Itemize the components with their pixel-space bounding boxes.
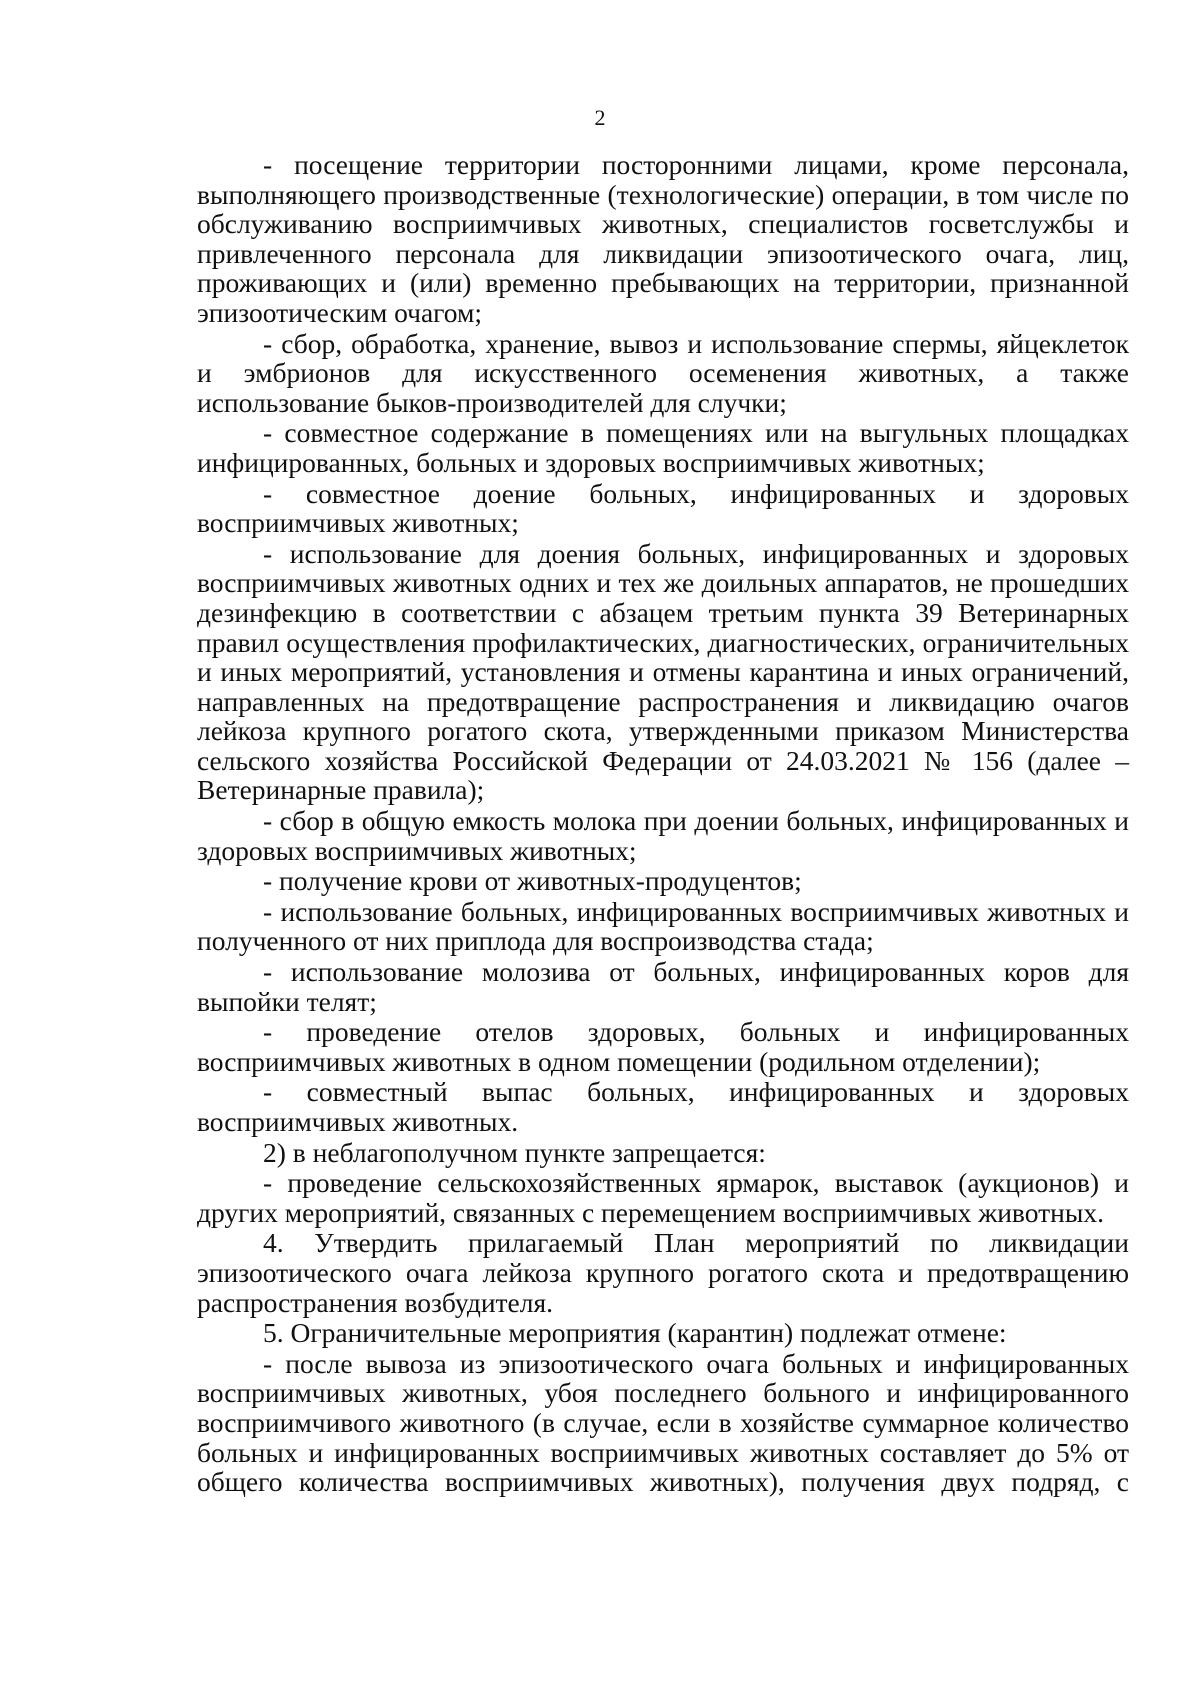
paragraph-milking-equipment-ban: - использование для доения больных, инфицированных и здоровых восприимчивых животных одних и тех же доильных аппаратов, не прошедших дезинфекцию в соответствии с абзацем третьим пункта 39 Ветеринарных правил осуществления профилактических, диагностических, ограничительных и иных мероприятий, установления и отмены карантина и иных ограничений, направленных на предотвращение распространения и ликвидацию очагов лейкоза крупного рогатого скота, утвержденными приказом Министерства сельского хозяйства Российской Федерации от 24.03.2021 № 156 (далее – Ветеринарные правила);	[197, 537, 1129, 806]
paragraph-joint-housing-ban: - совместное содержание в помещениях или на выгульных площадках инфицированных, больных и здоровых восприимчивых животных;	[197, 417, 1129, 478]
page-number: 2	[594, 105, 606, 130]
paragraph-quarantine-cancellation-conditions: - после вывоза из эпизоотического очага больных и инфицированных восприимчивых животных, убоя последнего больного и инфицированного восприимчивого животного (в случае, если в хозяйстве суммарное количество больных и инфицированных восприимчивых животных составляет до 5% от общего количества восприимчивых животных), получения двух подряд, с	[197, 1347, 1129, 1498]
paragraph-unfavorable-point-heading: 2) в неблагополучном пункте запрещается:	[263, 1136, 766, 1168]
document-body	[197, 150, 1129, 1498]
paragraph-visitors-ban: - посещение территории посторонними лицами, кроме персонала, выполняющего производственные (технологические) операции, в том числе по обслуживанию восприимчивых животных, специалистов госветслужбы и привлеченного персонала для ликвидации эпизоотического очага, лиц, проживающих и (или) временно пребывающих на территории, признанной эпизоотическим очагом;	[197, 149, 1129, 328]
paragraph-blood-collection-ban: - получение крови от животных-продуцентов;	[263, 865, 802, 897]
paragraph-approve-plan: 4. Утвердить прилагаемый План мероприятий по ликвидации эпизоотического очага лейкоза крупного рогатого скота и предотвращению распространения возбудителя.	[197, 1227, 1129, 1318]
paragraph-joint-milking-ban: - совместное доение больных, инфицированных и здоровых восприимчивых животных;	[197, 477, 1129, 539]
paragraph-colostrum-ban: - использование молозива от больных, инфицированных коров для выпойки телят;	[197, 956, 1129, 1017]
paragraph-milk-collection-ban: - сбор в общую емкость молока при доении больных, инфицированных и здоровых восприимчивых животных;	[197, 805, 1129, 866]
paragraph-calving-ban: - проведение отелов здоровых, больных и инфицированных восприимчивых животных в одном помещении (родильном отделении);	[197, 1016, 1129, 1077]
paragraph-quarantine-cancellation-heading: 5. Ограничительные мероприятия (карантин) подлежат отмене:	[263, 1317, 1007, 1349]
paragraph-joint-grazing-ban: - совместный выпас больных, инфицированных и здоровых восприимчивых животных.	[197, 1076, 1129, 1137]
paragraph-semen-collection-ban: - сбор, обработка, хранение, вывоз и использование спермы, яйцеклеток и эмбрионов для искусственного осеменения животных, а также использование быков-производителей для случки;	[197, 327, 1129, 418]
paragraph-fairs-ban: - проведение сельскохозяйственных ярмарок, выставок (аукционов) и других мероприятий, связанных с перемещением восприимчивых животных.	[197, 1167, 1129, 1228]
paragraph-breeding-use-ban: - использование больных, инфицированных восприимчивых животных и полученного от них приплода для воспроизводства стада;	[197, 895, 1129, 957]
